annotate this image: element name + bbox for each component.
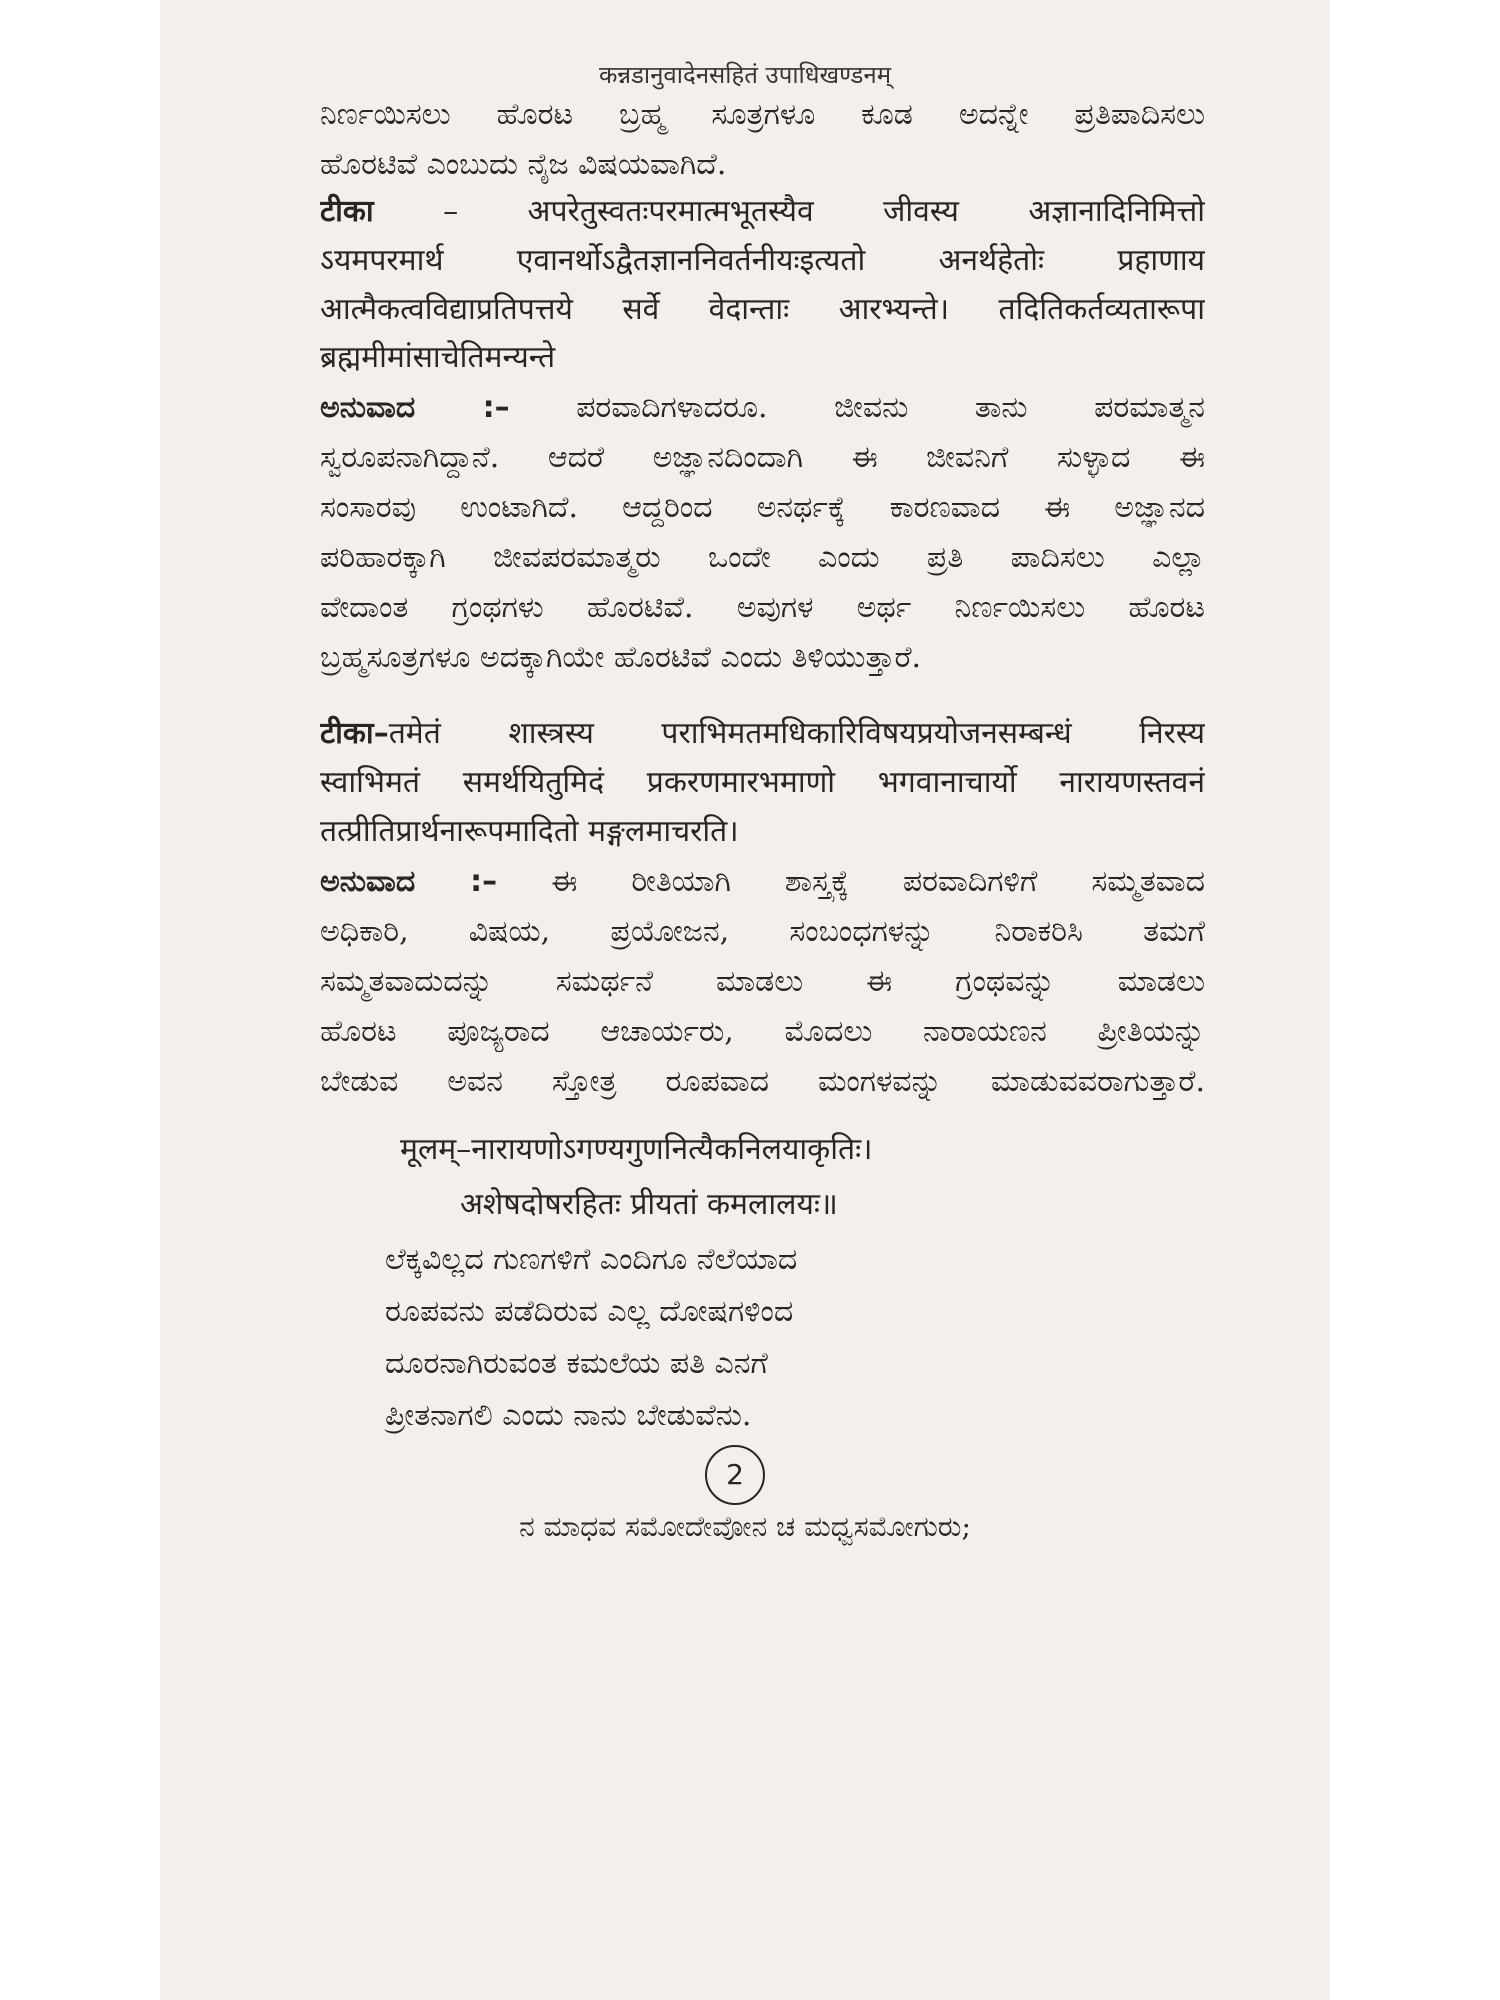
- translation-line-4: ಪ್ರೀತನಾಗಲಿ ಎಂದು ನಾನು ಬೇಡುವೆನು.: [385, 1398, 752, 1433]
- anuvada1-line-1: [320, 388, 1205, 428]
- anuvada2-line-5: ಬೇಡುವ ಅವನ ಸ್ತೋತ್ರ ರೂಪವಾದ ಮಂಗಳವನ್ನು ಮಾಡುವವರಾಗುತ್ತಾರೆ.: [320, 1064, 1205, 1099]
- tika2-line-1: [320, 714, 1205, 754]
- anuvada1-line-5: ವೇದಾಂತ ಗ್ರಂಥಗಳು ಹೊರಟಿವೆ. ಅವುಗಳ ಅರ್ಥ ನಿರ್ಣಯಿಸಲು ಹೊರಟ: [320, 590, 1205, 625]
- tika2-line-3: तत्प्रीतिप्रार्थनारूपमादितो मङ्गलमाचरति।: [320, 814, 739, 849]
- page-number: 2: [705, 1445, 765, 1505]
- anuvada1-line-3: ಸಂಸಾರವು ಉಂಟಾಗಿದೆ. ಆದ್ದರಿಂದ ಅನರ್ಥಕ್ಕೆ ಕಾರಣವಾದ ಈ ಅಜ್ಞಾನದ: [320, 490, 1205, 525]
- tika-label: टीका: [320, 194, 374, 229]
- anuvada1-line-2: ಸ್ವರೂಪನಾಗಿದ್ದಾನೆ. ಆದರೆ ಅಜ್ಞಾನದಿಂದಾಗಿ ಈ ಜೀವನಿಗೆ ಸುಳ್ಳಾದ ಈ: [320, 440, 1205, 475]
- intro-line-2: ಹೊರಟಿವೆ ಎಂಬುದು ನೈಜ ವಿಷಯವಾಗಿದೆ.: [320, 147, 727, 182]
- tika1-line-3: आत्मैकत्वविद्याप्रतिपत्तये सर्वे वेदान्ताः आरभ्यन्ते। तदितिकर्तव्यतारूपा: [320, 292, 1205, 327]
- mulam-line-1: मूलम्–नारायणोऽगण्यगुणनित्यैकनिलयाकृतिः।: [400, 1132, 873, 1167]
- intro-line-1: ನಿರ್ಣಯಿಸಲು ಹೊರಟ ಬ್ರಹ್ಮ ಸೂತ್ರಗಳೂ ಕೂಡ ಅದನ್ನೇ ಪ್ರತಿಪಾದಿಸಲು: [320, 97, 1205, 132]
- anuvada-label: ಅನುವಾದ :–: [320, 390, 510, 425]
- translation-line-3: ದೂರನಾಗಿರುವಂತ ಕಮಲೆಯ ಪತಿ ಎನಗೆ: [385, 1346, 768, 1381]
- tika1-line-2: ऽयमपरमार्थ एवानर्थोऽद्वैतज्ञाननिवर्तनीयःइत्यतो अनर्थहेतोः प्रहाणाय: [320, 243, 1205, 278]
- mulam-line-2: अशेषदोषरहितः प्रीयतां कमलालयः॥: [460, 1187, 838, 1222]
- translation-line-1: ಲೆಕ್ಕವಿಲ್ಲದ ಗುಣಗಳಿಗೆ ಎಂದಿಗೂ ನೆಲೆಯಾದ: [385, 1242, 798, 1277]
- tika-label: टीका–: [320, 716, 389, 751]
- anuvada2-line-3: ಸಮ್ಮತವಾದುದನ್ನು ಸಮರ್ಥನೆ ಮಾಡಲು ಈ ಗ್ರಂಥವನ್ನು ಮಾಡಲು: [320, 964, 1205, 999]
- tika1-text-1: – अपरेतुस्वतःपरमात्मभूतस्यैव जीवस्य अज्ञानादिनिमित्तो: [443, 194, 1205, 229]
- anuvada2-line-1: [320, 862, 1205, 902]
- tika2-text-1: तमेतं शास्त्रस्य पराभिमतमधिकारिविषयप्रयोजनसम्बन्धं निरस्य: [388, 716, 1205, 751]
- book-page: [160, 0, 1330, 2000]
- anuvada1-text-1: ಪರವಾದಿಗಳಾದರೂ. ಜೀವನು ತಾನು ಪರಮಾತ್ಮನ: [576, 390, 1205, 425]
- running-header: कन्नडानुवादेनसहितं उपाधिखण्डनम्: [598, 61, 892, 89]
- anuvada-label: ಅನುವಾದ :–: [320, 864, 498, 899]
- translation-line-2: ರೂಪವನು ಪಡೆದಿರುವ ಎಲ್ಲ ದೋಷಗಳಿಂದ: [385, 1294, 794, 1329]
- anuvada1-line-6: ಬ್ರಹ್ಮಸೂತ್ರಗಳೂ ಅದಕ್ಕಾಗಿಯೇ ಹೊರಟಿವೆ ಎಂದು ತಿಳಿಯುತ್ತಾರೆ.: [320, 640, 922, 675]
- anuvada2-text-1: ಈ ರೀತಿಯಾಗಿ ಶಾಸ್ತ್ರಕ್ಕೆ ಪರವಾದಿಗಳಿಗೆ ಸಮ್ಮತವಾದ: [551, 864, 1205, 899]
- tika2-line-2: स्वाभिमतं समर्थयितुमिदं प्रकरणमारभमाणो भगवानाचार्यो नारायणस्तवनं: [320, 765, 1205, 800]
- anuvada2-line-4: ಹೊರಟ ಪೂಜ್ಯರಾದ ಆಚಾರ್ಯರು, ಮೊದಲು ನಾರಾಯಣನ ಪ್ರೀತಿಯನ್ನು: [320, 1014, 1205, 1049]
- tika1-line-1: [320, 192, 1205, 232]
- anuvada2-line-2: ಅಧಿಕಾರಿ, ವಿಷಯ, ಪ್ರಯೋಜನ, ಸಂಬಂಧಗಳನ್ನು ನಿರಾಕರಿಸಿ ತಮಗೆ: [320, 914, 1205, 949]
- anuvada1-line-4: ಪರಿಹಾರಕ್ಕಾಗಿ ಜೀವಪರಮಾತ್ಮರು ಒಂದೇ ಎಂದು ಪ್ರತಿ ಪಾದಿಸಲು ಎಲ್ಲಾ: [320, 540, 1205, 575]
- tika1-line-4: ब्रह्ममीमांसाचेतिमन्यन्ते: [320, 340, 556, 375]
- footer-line: ನ ಮಾಧವ ಸಮೋದೇವೋನ ಚ ಮಧ್ವಸಮೋಗುರು;: [519, 1510, 971, 1543]
